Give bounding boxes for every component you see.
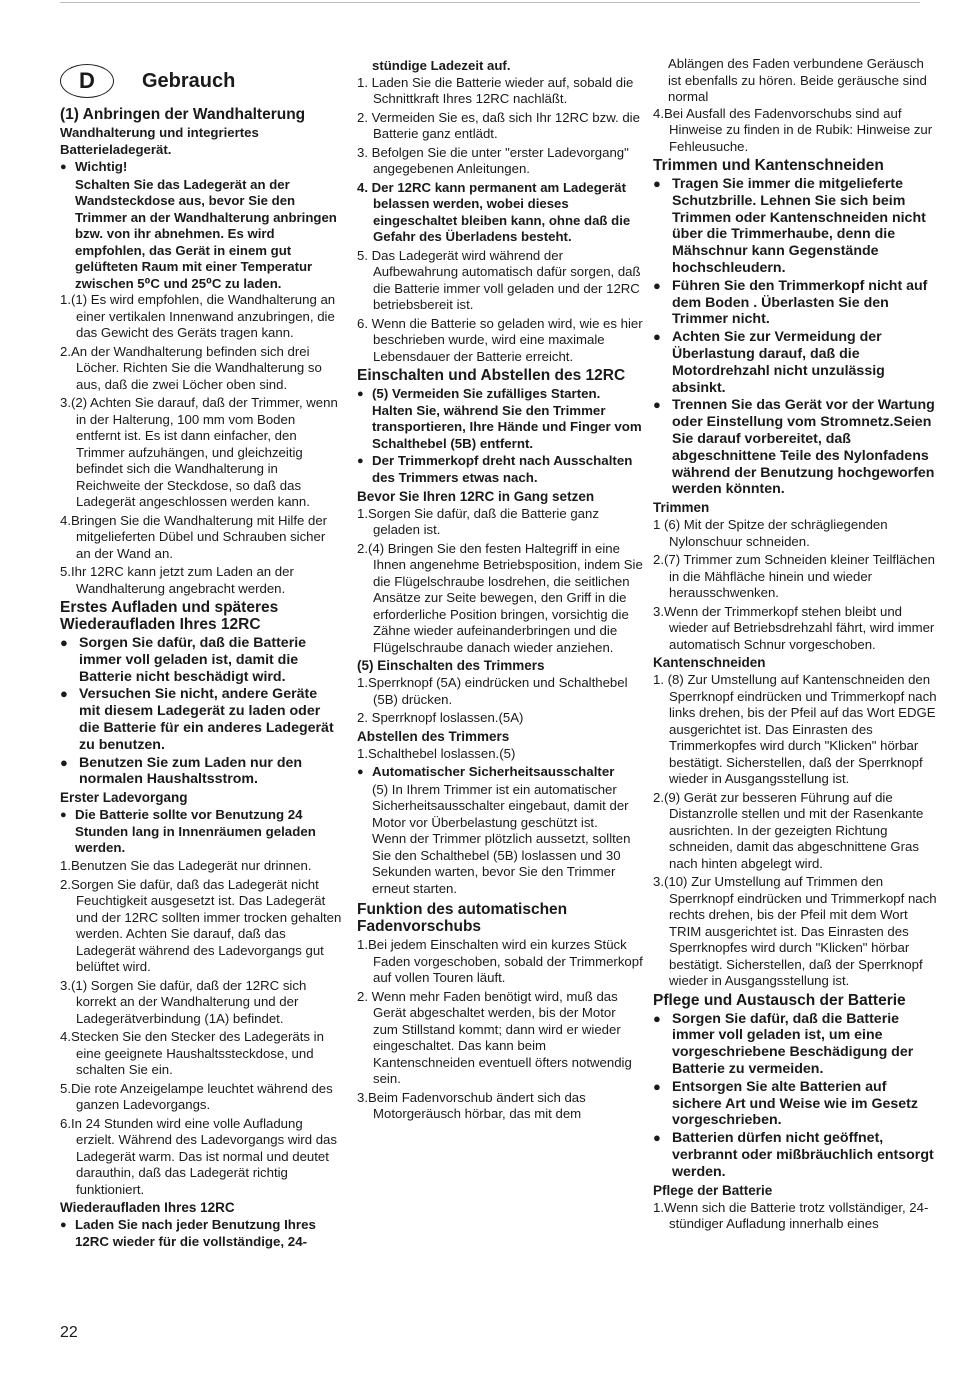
list-item: 2. Sperrknopf loslassen.(5A)	[357, 710, 524, 726]
list-item: 5.Ihr 12RC kann jetzt zum Laden an der Wandhalterung angebracht werden.	[60, 564, 294, 596]
list-item: 2.(4) Bringen Sie den festen Haltegriff in eine Ihnen angenehme Betriebsposition, indem Sie die Flügelschraube losdrehen, die seitlichen Ansätze zur Seite bewegen, den Griff in die erforderliche Position bringen, vorsichtig die Zähne wieder aufeinanderbringen und die Flügelschraube danach wieder anziehen.	[357, 540, 643, 655]
list-item: 6.In 24 Stunden wird eine volle Aufladung erzielt. Während des Ladevorgangs wird das Ladegerät warm. Das ist normal und deutet darauthin, daß das Ladegerät richtig funktioniert.	[60, 1115, 337, 1197]
continued-text: Ablängen des Faden verbundene Geräusch ist ebenfalls zu hören. Beide geräusche sind normal	[668, 56, 927, 104]
list-item: 2.Sorgen Sie dafür, daß das Ladegerät nicht Feuchtigkeit ausgesetzt ist. Das Ladegerät und der 12RC sollten immer trocken gehalten werden. Achten Sie darauf, daß das Ladegerät während des Ladevorgangs gut belüftet wird.	[60, 876, 342, 975]
list-item: 4.Bringen Sie die Wandhalterung mit Hilfe der mitgelieferten Dübel und Schrauben sicher an der Wand an.	[60, 512, 328, 561]
page-number: 22	[60, 1324, 78, 1341]
bullet-item: ● (5) Vermeiden Sie zufälliges Starten. Halten Sie, während Sie den Trimmer transportieren, Ihre Hände und Finger vom Schalthebel (5B) entfernt.	[357, 386, 643, 452]
list-item: 3.(2) Achten Sie darauf, daß der Trimmer, wenn in der Halterung, 100 mm vom Boden entfernt ist. Es ist dann einfacher, den Trimmer aufzuhängen, und gleichzeitig befindet sich die Wandhalterung in Reichweite der Steckdose, so daß das Ladegerät angeschlossen werden kann.	[60, 395, 338, 510]
list-item: 4. Der 12RC kann permanent am Ladegerät belassen werden, wobei dieses eingeschaltet bleiben kann, ohne daß die Gefahr des Überladens besteht.	[357, 179, 631, 244]
warning-label: ● Wichtig!	[60, 159, 342, 176]
list-item: 2. Vermeiden Sie es, daß sich Ihr 12RC bzw. die Batterie ganz entlädt.	[357, 109, 640, 141]
top-rule	[60, 2, 920, 3]
bullet-item: ● Der Trimmerkopf dreht nach Ausschalten des Trimmers etwas nach.	[357, 453, 643, 486]
bullet-item: ● Führen Sie den Trimmerkopf nicht auf dem Boden . Überlasten Sie den Trimmer nicht.	[653, 278, 937, 328]
list-item: 4.Stecken Sie den Stecker des Ladegeräts in eine geeignete Haushaltssteckdose, und schalten Sie ein.	[60, 1029, 324, 1078]
list-item: 1.Benutzen Sie das Ladegerät nur drinnen.	[60, 858, 312, 874]
page-title: Gebrauch	[142, 69, 236, 92]
bullet-item: ● Versuchen Sie nicht, andere Geräte mit diesem Ladegerät zu laden oder die Batterie für ein anderes Ladegerät zu benutzen.	[60, 686, 342, 753]
heading-abstellen: Abstellen des Trimmers	[357, 728, 510, 744]
heading-wiederaufladen: Wiederaufladen Ihres 12RC	[60, 1200, 235, 1216]
column-left	[60, 50, 342, 1251]
bullet-item: ● Automatischer Sicherheitsausschalter	[357, 764, 643, 781]
subheading-wandhalterung: Wandhalterung und integriertes Batterieladegerät.	[60, 125, 259, 157]
heading-einschalten: (5) Einschalten des Trimmers	[357, 658, 545, 674]
list-item: 2.(9) Gerät zur besseren Führung auf die Distanzrolle stellen und mit der Rasenkante ausrichten. In der gezeigten Richtung schneiden, damit das abgeschnittene Gras nach hinten abgelegt wird.	[653, 789, 924, 871]
list-item: 1. Laden Sie die Batterie wieder auf, sobald die Schnittkraft Ihres 12RC nachläßt.	[357, 74, 634, 106]
list-item: 1.Sperrknopf (5A) eindrücken und Schalthebel (5B) drücken.	[357, 675, 628, 707]
bullet-item: ● Achten Sie zur Vermeidung der Überlastung darauf, daß die Motordrehzahl nicht unzulässig absinkt.	[653, 329, 937, 396]
bullet-item: ● Batterien dürfen nicht geöffnet, verbrannt oder mißbräuchlich entsorgt werden.	[653, 1130, 937, 1180]
column-right	[653, 50, 937, 1235]
heading-bevor: Bevor Sie Ihren 12RC in Gang setzen	[357, 488, 595, 504]
column-middle	[357, 50, 643, 1125]
list-item: 3.(10) Zur Umstellung auf Trimmen den Sperrknopf eindrücken und Trimmerkopf nach rechts drehen, bis der Pfeil mit dem Wort TRIM ausgerichtet ist. Das Einrasten des Sperrknopfes wird durch "Klicken" hörbar bestätigt. Sicherstellen, daß der Sperrknopf wieder in Ausgangsstellung ist.	[653, 874, 937, 989]
heading-kantenschneiden: Kantenschneiden	[653, 655, 766, 671]
list-item: 4.Bei Ausfall des Fadenvorschubs sind auf Hinweise zu finden in de Rubik: Hinweise zur Fehleusuche.	[653, 105, 933, 154]
list-item: 1. (8) Zur Umstellung auf Kantenschneiden den Sperrknopf eindrücken und Trimmerkopf nach links drehen, bis der Pfeil auf das Wort EDGE ausgerichtet ist. Das Einrasten des Trimmerkopfes wird durch "Klicken" hörbar bestätigt. Sicherstellen, daß der Sperrknopf wieder in Ausgangsstellung ist.	[653, 672, 937, 787]
list-item: 2.(7) Trimmer zum Schneiden kleiner Teilflächen in die Mähfläche hinein und wieder herausschwenken.	[653, 552, 935, 601]
list-item: 1.Wenn sich die Batterie trotz vollständiger, 24-stündiger Aufladung innerhalb eines	[653, 1199, 929, 1232]
bullet-item: ● Entsorgen Sie alte Batterien auf sichere Art und Weise wie im Gesetz vorgeschrieben.	[653, 1079, 937, 1129]
heading-wandhalterung: (1) Anbringen der Wandhalterung	[60, 106, 306, 123]
paragraph: (5) In Ihrem Trimmer ist ein automatischer Sicherheitsausschalter eingebaut, damit der Motor vor Überbelastung geschützt ist.	[372, 781, 629, 830]
list-item: 2.An der Wandhalterung befinden sich drei Löcher. Richten Sie die Wandhalterung so aus, daß die zwei Löcher oben sind.	[60, 343, 322, 392]
heading-trimmen: Trimmen	[653, 500, 710, 516]
heading-aufladen: Erstes Aufladen und späteres Wiederaufladen Ihres 12RC	[60, 599, 279, 634]
bullet-item: ● Laden Sie nach jeder Benutzung Ihres 12RC wieder für die vollständige, 24-	[60, 1217, 342, 1250]
bullet-item: ● Sorgen Sie dafür, daß die Batterie immer voll geladen ist, damit die Batterie nicht beschädigt wird.	[60, 635, 342, 685]
section-header	[60, 60, 342, 102]
list-item: 3.Wenn der Trimmerkopf stehen bleibt und wieder auf Betriebsdrehzahl fährt, wird immer automatisch Schnur vorgeschoben.	[653, 603, 935, 652]
list-item: 1.Bei jedem Einschalten wird ein kurzes Stück Faden vorgeschoben, sobald der Trimmerkopf auf vollen Touren läuft.	[357, 937, 643, 986]
bullet-item: ● Benutzen Sie zum Laden nur den normalen Haushaltsstrom.	[60, 755, 342, 789]
heading-erster-ladevorgang: Erster Ladevorgang	[60, 790, 188, 806]
bullet-item: ● Trennen Sie das Gerät vor der Wartung oder Einstellung vom Stromnetz.Seien Sie darauf vorbereitet, daß abgeschnittene Teile des Nylonfadens während der Benutzung hochgeworfen werden könnten.	[653, 397, 937, 498]
heading-trimmen-kanten: Trimmen und Kantenschneiden	[653, 157, 884, 174]
list-item: 1.Sorgen Sie dafür, daß die Batterie ganz geladen ist.	[357, 505, 599, 538]
list-item: 5. Das Ladegerät wird während der Aufbewahrung automatisch dafür sorgen, daß die Batterie immer voll geladen und der 12RC betriebsbereit ist.	[357, 247, 641, 312]
list-item: 3.(1) Sorgen Sie dafür, daß der 12RC sich korrekt an der Wandhalterung und der Ladegerätverbindung (1A) befindet.	[60, 977, 307, 1026]
bullet-item: ● Die Batterie sollte vor Benutzung 24 Stunden lang in Innenräumen geladen werden.	[60, 807, 342, 857]
bullet-item: ● Tragen Sie immer die mitgelieferte Schutzbrille. Lehnen Sie sich beim Trimmen oder Kantenschneiden nicht über die Trimmerhaube, denn die Mähschnur kann Gegenstände hochschleudern.	[653, 176, 937, 277]
list-item: 2. Wenn mehr Faden benötigt wird, muß das Gerät abgeschaltet werden, bis der Motor zum Stillstand kommt; dann wird er wieder eingeschaltet. Das kann beim Kantenschneiden eventuell öfters notwendig sein.	[357, 988, 632, 1087]
list-item: 3.Beim Fadenvorschub ändert sich das Motorgeräusch hörbar, das mit dem	[357, 1089, 586, 1122]
list-item: 1.(1) Es wird empfohlen, die Wandhalterung an einer vertikalen Innenwand anzubringen, die das Gewicht des Geräts tragen kann.	[60, 292, 336, 341]
continued-text: stündige Ladezeit auf.	[372, 58, 511, 73]
list-item: 5.Die rote Anzeigelampe leuchtet während des ganzen Ladevorgangs.	[60, 1080, 333, 1113]
heading-pflege-batterie: Pflege der Batterie	[653, 1182, 773, 1198]
list-item: 1.Schalthebel loslassen.(5)	[357, 745, 516, 761]
list-item: 6. Wenn die Batterie so geladen wird, wie es hier beschrieben wurde, wird eine maximale Lebensdauer der Batterie erreicht.	[357, 315, 643, 364]
list-item: 3. Befolgen Sie die unter "erster Ladevorgang" angegebenen Anleitungen.	[357, 144, 629, 176]
paragraph: Wenn der Trimmer plötzlich aussetzt, sollten Sie den Schalthebel (5B) loslassen und 30 Sekunden warten, bevor Sie den Trimmer erneut starten.	[372, 831, 631, 896]
bullet-item: ● Sorgen Sie dafür, daß die Batterie immer voll geladen ist, um eine vorgeschriebene Beschädigung der Batterie zu vermeiden.	[653, 1011, 937, 1078]
warning-text: Schalten Sie das Ladegerät an der Wandsteckdose aus, bevor Sie den Trimmer an der Wandhalterung anbringen bzw. von ihr abnehmen. Es wird empfohlen, das Gerät in einem gut gelüfteten Raum mit einer Temperatur zwischen 5⁰C und 25⁰C zu laden.	[75, 176, 337, 291]
heading-pflege-austausch: Pflege und Austausch der Batterie	[653, 991, 906, 1009]
heading-einschalten-abstellen: Einschalten und Abstellen des 12RC	[357, 367, 626, 384]
heading-fadenvorschub: Funktion des automatischen Fadenvorschubs	[357, 901, 568, 936]
list-item: 1 (6) Mit der Spitze der schrägliegenden Nylonschuur schneiden.	[653, 517, 888, 549]
language-badge: D	[60, 64, 114, 98]
